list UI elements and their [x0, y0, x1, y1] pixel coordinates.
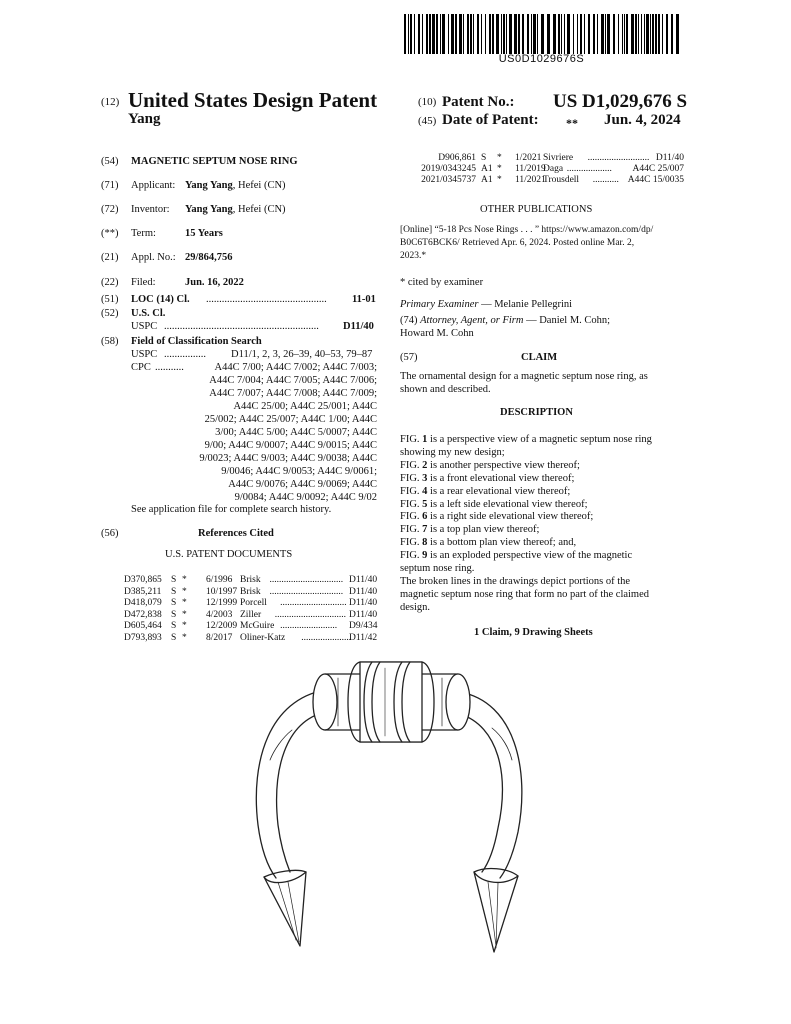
patent-number: US D1,029,676 S: [553, 91, 688, 112]
ref-date: 10/1997: [206, 586, 238, 597]
barcode-bar: [588, 14, 590, 54]
other-pubs-heading: OTHER PUBLICATIONS: [480, 204, 593, 215]
fig-rest: is a top plan view thereof;: [427, 524, 540, 536]
cpc-line: 3/00; A44C 5/00; A44C 5/0007; A44C: [215, 427, 377, 438]
barcode-bar: [607, 14, 610, 54]
cpc-line: A44C 7/00; A44C 7/002; A44C 7/003;: [214, 362, 377, 373]
applicant-name: Yang Yang: [185, 180, 233, 191]
ref-number: D385,211: [124, 586, 162, 597]
ref-star: *: [182, 575, 187, 585]
ref-dots: ...............................: [269, 586, 344, 597]
attorney-name-2: Howard M. Cohn: [400, 328, 474, 339]
header-code-10: (10): [418, 96, 437, 108]
ref-date: 1/2021: [515, 153, 542, 163]
fig-pre: FIG.: [400, 485, 423, 497]
ref-name: Sivriere: [543, 153, 574, 163]
barcode-bar: [451, 14, 454, 54]
search-history-note: See application file for complete search history.: [131, 504, 332, 515]
barcode-bar: [429, 14, 431, 54]
broken-lines-text: magnetic septum nose ring that form no part of the claimed: [400, 589, 650, 600]
barcode-bar: [485, 14, 486, 54]
fig-rest: is a perspective view of a magnetic septum nose ring: [427, 434, 652, 445]
ref-dots: ............................: [280, 598, 347, 608]
filed-value: Jun. 16, 2022: [185, 277, 244, 288]
uscl-value: D11/40: [343, 321, 374, 332]
fig-pre: FIG.: [400, 537, 423, 549]
ref-kind: A1: [481, 175, 493, 185]
date-label: Date of Patent:: [442, 112, 539, 128]
fig-rest: is another perspective view thereof;: [427, 459, 580, 471]
fig-num: 2: [422, 459, 428, 471]
barcode-bar: [650, 14, 651, 54]
barcode-bar: [432, 14, 435, 54]
examiner-dash: —: [478, 299, 495, 310]
barcode-bar: [408, 14, 409, 54]
cpc-line: A44C 7/004; A44C 7/005; A44C 7/006;: [209, 375, 377, 386]
barcode-bar: [533, 14, 536, 54]
ref-date: 11/2019: [515, 164, 546, 174]
ref-kind: S: [481, 153, 487, 163]
fig-rest: showing my new design;: [400, 446, 505, 458]
reference-row: [124, 575, 376, 587]
figure-description-line: [400, 536, 576, 549]
field-uspc-label: USPC: [131, 349, 158, 360]
code-22: (22): [101, 277, 119, 288]
fig-pre: FIG.: [400, 511, 423, 523]
fig-num: 4: [422, 485, 428, 497]
barcode-bar: [646, 14, 649, 54]
cpc-line: 9/0023; A44C 9/003; A44C 9/0038; A44C: [199, 453, 377, 464]
ref-star: *: [182, 586, 187, 597]
patent-date: Jun. 4, 2024: [604, 112, 681, 128]
code-56: (56): [101, 528, 119, 539]
cpc-line: 9/0084; A44C 9/0092; A44C 9/02: [234, 492, 377, 503]
barcode-bar: [638, 14, 639, 54]
barcode-bar: [613, 14, 615, 54]
ref-kind: S: [171, 586, 177, 597]
barcode-bar: [561, 14, 562, 54]
barcode-bar: [467, 14, 469, 54]
field-uspc-value: D11/1, 2, 3, 26–39, 40–53, 79–87: [231, 349, 373, 360]
barcode-bar: [492, 14, 494, 54]
ref-number: 2019/0343245: [421, 164, 476, 174]
barcode-bar: [459, 14, 462, 54]
barcode-bar: [509, 14, 512, 54]
fig-num: 8: [422, 537, 428, 549]
fig-num: 6: [422, 511, 428, 523]
fig-num: 5: [422, 498, 428, 510]
figure-description-line: [400, 510, 593, 523]
ref-number: D472,838: [124, 609, 162, 620]
filed-label: Filed:: [131, 277, 156, 288]
cited-by-examiner: * cited by examiner: [400, 277, 484, 288]
barcode-bar: [631, 14, 634, 54]
ref-class: D9/434: [349, 621, 378, 631]
barcode-bar: [463, 14, 464, 54]
barcode-bar: [635, 14, 637, 54]
barcode-bar: [426, 14, 428, 54]
magnet-barrel: [313, 662, 470, 742]
barcode-bar: [410, 14, 412, 54]
patent-title: United States Design Patent: [128, 88, 378, 112]
references-cited-heading: References Cited: [198, 528, 274, 539]
ref-dots: ...............................: [269, 575, 344, 585]
description-heading: DESCRIPTION: [500, 407, 573, 418]
barcode-bar: [593, 14, 595, 54]
fig-pre: FIG.: [400, 550, 423, 562]
barcode-bar: [537, 14, 538, 54]
ref-class: D11/40: [349, 598, 378, 608]
fig-rest: is a front elevational view thereof;: [427, 472, 575, 484]
appl-no-value: 29/864,756: [185, 252, 233, 263]
barcode-bar: [531, 14, 532, 54]
barcode-bar: [641, 14, 642, 54]
cpc-line: A44C 25/00; A44C 25/001; A44C: [233, 401, 377, 412]
attorney-dash: —: [523, 315, 540, 326]
barcode-bar: [564, 14, 565, 54]
figure-description-line: [400, 485, 570, 498]
other-pub-line: 2023.*: [400, 251, 427, 261]
fig-pre: FIG.: [400, 459, 423, 471]
term-label: Term:: [131, 228, 156, 239]
us-patent-docs-heading: U.S. PATENT DOCUMENTS: [165, 549, 293, 560]
ref-class: D11/40: [349, 586, 378, 597]
barcode-bar: [496, 14, 499, 54]
ref-kind: S: [171, 632, 177, 643]
ref-name: Oliner-Katz: [240, 632, 286, 643]
ref-name: Porcell: [240, 598, 267, 608]
code-21: (21): [101, 252, 119, 263]
uscl-sub-label: USPC: [131, 321, 158, 332]
barcode-bar: [481, 14, 482, 54]
barcode-bar: [489, 14, 491, 54]
fig-num: 3: [422, 472, 428, 484]
barcode-bar: [503, 14, 505, 54]
fig-rest: is a rear elevational view thereof;: [427, 485, 571, 497]
uscl-dots: ...........................................................: [164, 321, 319, 332]
barcode-bar: [440, 14, 441, 54]
ref-number: D605,464: [124, 621, 162, 631]
barcode-bar: [553, 14, 556, 54]
ref-name: Ziller: [240, 609, 262, 620]
barcode-bar: [547, 14, 550, 54]
other-pub-line: [Online] “5-18 Pcs Nose Rings . . . ” https://www.amazon.com/dp/: [400, 225, 654, 235]
ref-name: Brisk: [240, 586, 261, 597]
barcode-bar: [573, 14, 574, 54]
claim-heading: CLAIM: [521, 352, 558, 363]
reference-row: [124, 598, 376, 610]
barcode-bar: [626, 14, 628, 54]
ref-kind: S: [171, 621, 177, 631]
barcode-bar: [624, 14, 625, 54]
barcode-bar: [404, 14, 406, 54]
ref-dots: ..........................: [587, 153, 650, 163]
figure-description-line: [400, 459, 580, 472]
ref-class: D11/40: [349, 609, 378, 620]
ref-name: Trousdell: [543, 175, 580, 185]
barcode-bar: [676, 14, 679, 54]
code-58: (58): [101, 336, 119, 347]
ref-star: *: [182, 609, 187, 620]
ref-star: *: [182, 632, 187, 643]
ref-date: 12/1999: [206, 598, 238, 608]
header-code-45: (45): [418, 115, 437, 127]
cpc-line: A44C 9/0076; A44C 9/0069; A44C: [228, 479, 377, 490]
cpc-line: A44C 7/007; A44C 7/008; A44C 7/009;: [209, 388, 377, 399]
attorney-label: Attorney, Agent, or Firm: [420, 315, 524, 326]
code-57: (57): [400, 352, 418, 363]
ref-star: *: [497, 153, 502, 163]
cpc-line: 9/00; A44C 9/0007; A44C 9/0015; A44C: [204, 440, 377, 451]
barcode-bar: [662, 14, 663, 54]
ref-star: *: [182, 621, 187, 631]
ref-name: McGuire: [240, 621, 275, 631]
other-pub-line: B0C6T6BCK6/ Retrieved Apr. 6, 2024. Posted online Mar. 2,: [400, 238, 635, 248]
left-arm-inner: [277, 712, 325, 872]
code-51: (51): [101, 294, 119, 305]
claim-line: shown and described.: [400, 384, 491, 395]
barcode-bar: [422, 14, 423, 54]
claim-line: The ornamental design for a magnetic septum nose ring, as: [400, 371, 648, 382]
fig-pre: FIG.: [400, 434, 423, 445]
fig-num: 1: [422, 434, 428, 445]
figure-description-line: [400, 549, 632, 562]
right-arm-inner: [460, 714, 502, 872]
fig-pre: FIG.: [400, 472, 423, 484]
fig-rest: septum nose ring.: [400, 563, 475, 574]
code-54: (54): [101, 156, 119, 167]
fig-pre: FIG.: [400, 498, 423, 510]
fig-pre: FIG.: [400, 524, 423, 536]
barcode-bar: [477, 14, 479, 54]
barcode-bar: [436, 14, 438, 54]
fig-rest: is a bottom plan view thereof; and,: [427, 537, 577, 549]
barcode-bar: [655, 14, 657, 54]
ref-number: 2021/0345737: [421, 175, 476, 185]
barcode-bar: [658, 14, 660, 54]
barcode-bar: [666, 14, 668, 54]
figure-description-line: [400, 562, 474, 575]
barcode-bar: [644, 14, 645, 54]
barcode-bar: [584, 14, 585, 54]
inventor-name: Yang Yang: [185, 204, 233, 215]
ref-star: *: [497, 164, 502, 174]
barcode-bar: [442, 14, 445, 54]
reference-row: [409, 153, 684, 165]
loc-dots: ..............................................: [206, 294, 327, 305]
reference-row: [124, 610, 376, 622]
figure-description-line: [400, 498, 588, 511]
us-cl-label: U.S. Cl.: [131, 308, 166, 319]
nose-ring-drawing: [230, 640, 560, 985]
code-72: (72): [101, 204, 119, 215]
applicant-label: Applicant:: [131, 180, 176, 191]
claims-sheets-summary: 1 Claim, 9 Drawing Sheets: [474, 627, 593, 638]
ref-star: *: [497, 175, 502, 185]
ref-class: D11/42: [349, 632, 378, 643]
barcode-bar: [455, 14, 457, 54]
appl-no-label: Appl. No.:: [131, 252, 176, 263]
figure-description-line: [400, 472, 574, 485]
barcode-bar: [414, 14, 415, 54]
code-term: (**): [101, 228, 119, 239]
barcode-bar: [470, 14, 472, 54]
barcode-bar: [605, 14, 606, 54]
barcode-bar: [541, 14, 544, 54]
reference-row: [124, 587, 376, 599]
barcode-bar: [652, 14, 654, 54]
broken-lines-text: design.: [400, 602, 431, 613]
fig-num: 7: [422, 524, 428, 536]
barcode-bar: [577, 14, 578, 54]
inventor-label: Inventor:: [131, 204, 170, 215]
ref-number: D906,861: [438, 153, 476, 163]
field-cpc-dots: ...........: [155, 362, 184, 373]
ref-name: Daga: [543, 164, 564, 174]
barcode-bar: [518, 14, 520, 54]
ref-kind: S: [171, 598, 177, 608]
barcode-bar: [506, 14, 507, 54]
fig-rest: is a right side elevational view thereof;: [427, 511, 594, 523]
ref-dots: ........................: [280, 621, 338, 631]
cpc-line: 9/0046; A44C 9/0053; A44C 9/0061;: [221, 466, 377, 477]
inventor-short: Yang: [128, 111, 161, 127]
code-71: (71): [101, 180, 119, 191]
reference-row: [124, 621, 376, 633]
barcode-bar: [501, 14, 502, 54]
applicant-place: , Hefei (CN): [232, 180, 286, 191]
patent-no-label: Patent No.:: [442, 94, 515, 110]
barcode-bar: [580, 14, 582, 54]
ref-dots: ...................: [566, 164, 612, 174]
ref-class: A44C 15/0035: [627, 175, 684, 185]
reference-row: [409, 164, 684, 176]
figure-description-line: [400, 433, 652, 446]
ref-date: 11/2021: [515, 175, 546, 185]
loc-value: 11-01: [352, 294, 376, 305]
ref-dots: ...........: [592, 175, 619, 185]
ref-number: D418,079: [124, 598, 162, 608]
ref-date: 6/1996: [206, 575, 233, 585]
fig-num: 9: [422, 550, 428, 562]
ref-star: *: [182, 598, 187, 608]
ref-name: Brisk: [240, 575, 261, 585]
barcode-bar: [522, 14, 524, 54]
barcode-bar: [418, 14, 420, 54]
barcode-number: US0D1029676S: [498, 53, 585, 65]
code-52: (52): [101, 308, 119, 319]
ref-date: 12/2009: [206, 621, 238, 631]
field-cpc-label: CPC: [131, 362, 151, 373]
barcode-bar: [622, 14, 623, 54]
header-code-12: (12): [101, 96, 120, 108]
primary-examiner-name: Melanie Pellegrini: [494, 299, 573, 310]
barcode-bar: [514, 14, 517, 54]
barcode-image: [404, 14, 679, 54]
right-arm: [460, 692, 522, 878]
inventor-place: , Hefei (CN): [232, 204, 286, 215]
ref-kind: A1: [481, 164, 493, 174]
fig-rest: is an exploded perspective view of the magnetic: [427, 550, 633, 562]
ref-kind: S: [171, 575, 177, 585]
ref-dots: .....................: [301, 632, 352, 643]
ref-class: D11/40: [349, 575, 378, 585]
ref-number: D793,893: [124, 632, 162, 643]
ref-class: A44C 25/007: [632, 164, 684, 174]
ref-date: 4/2003: [206, 609, 233, 620]
barcode-bar: [527, 14, 529, 54]
term-value: 15 Years: [185, 228, 223, 239]
ref-date: 8/2017: [206, 632, 233, 643]
code-74: (74): [400, 315, 418, 326]
ref-dots: ..............................: [274, 609, 347, 620]
barcode-bar: [558, 14, 560, 54]
barcode-bar: [597, 14, 598, 54]
field-search-label: Field of Classification Search: [131, 336, 262, 347]
figure-description-line: [400, 446, 505, 459]
cpc-line: 25/002; A44C 25/007; A44C 1/00; A44C: [204, 414, 377, 425]
figure-description-line: [400, 523, 539, 536]
barcode-bar: [567, 14, 570, 54]
barcode-bar: [618, 14, 619, 54]
loc-label: LOC (14) Cl.: [131, 294, 190, 305]
barcode-bar: [473, 14, 474, 54]
attorney-name-1: Daniel M. Cohn;: [539, 315, 611, 326]
barcode-bar: [448, 14, 449, 54]
design-title: MAGNETIC SEPTUM NOSE RING: [131, 156, 298, 167]
field-uspc-dots: ................: [164, 349, 206, 360]
date-stars: **: [566, 116, 578, 130]
ref-class: D11/40: [655, 153, 684, 163]
primary-examiner-label: Primary Examiner: [400, 299, 479, 310]
reference-row: [409, 175, 684, 187]
barcode-bar: [601, 14, 604, 54]
barcode-bar: [671, 14, 673, 54]
fig-rest: is a left side elevational view thereof;: [427, 498, 588, 510]
broken-lines-text: The broken lines in the drawings depict portions of the: [400, 576, 631, 587]
ref-kind: S: [171, 609, 177, 620]
ref-number: D370,865: [124, 575, 162, 585]
